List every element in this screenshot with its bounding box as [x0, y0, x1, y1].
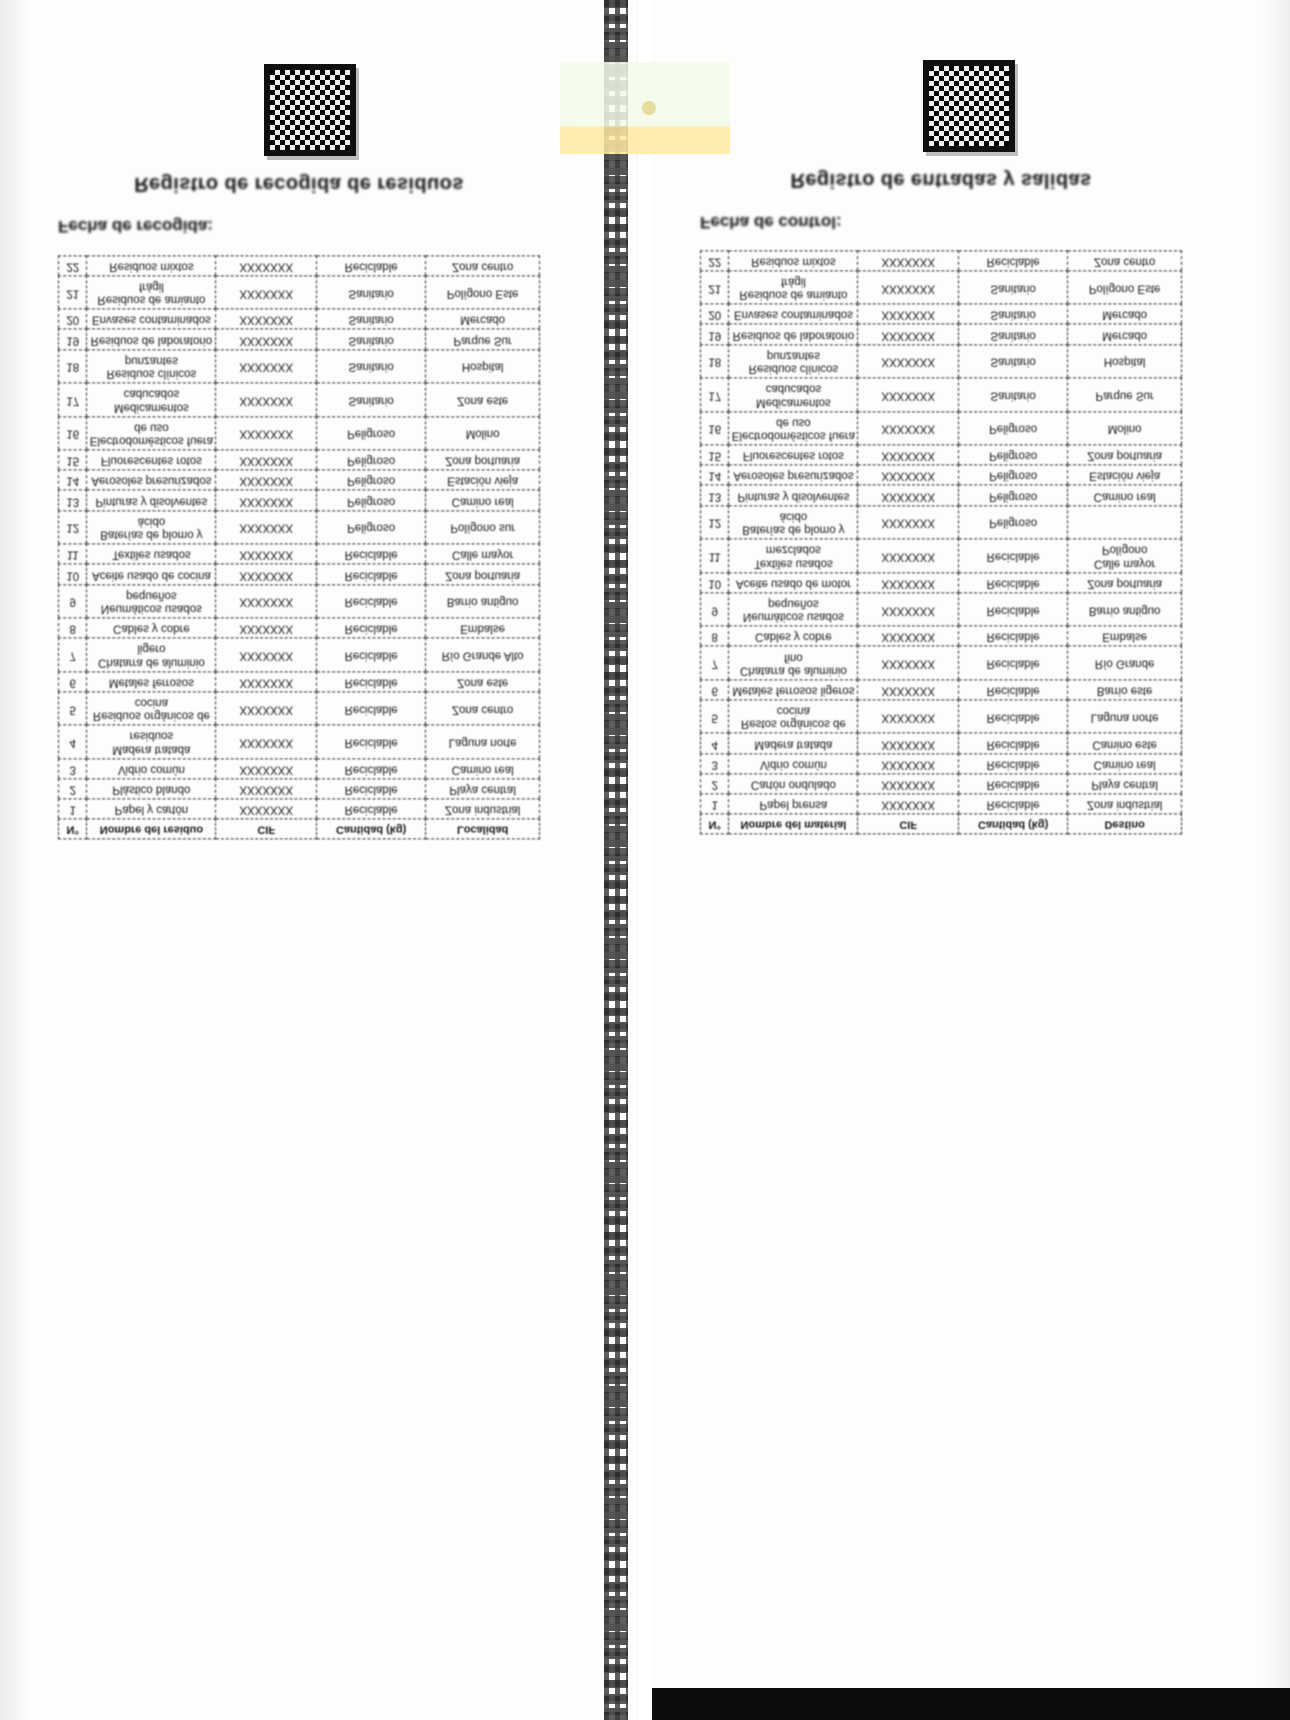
table-row [701, 324, 1182, 344]
table-cell: XXXXXXX [858, 539, 959, 572]
table-header-row [701, 814, 1182, 834]
table-cell: Peligroso [316, 511, 425, 544]
table-cell: Camino real [1068, 754, 1182, 774]
table-cell: 20 [59, 309, 87, 329]
table-cell: Neumáticos usados pequeños [729, 593, 858, 626]
column-header: N° [701, 814, 729, 834]
table-cell: Reciclable [316, 672, 425, 692]
table-cell: 9 [59, 584, 87, 617]
binding-perforation-dots [604, 0, 628, 1720]
table-cell: XXXXXXX [216, 779, 317, 799]
table-cell: Reciclable [958, 539, 1067, 572]
table-cell: Neumáticos usados pequeños [87, 584, 216, 617]
table-cell: XXXXXXX [216, 672, 317, 692]
table-cell: Cartón ondulado [729, 774, 858, 794]
table-cell: XXXXXXX [216, 692, 317, 725]
table-cell: Envases contaminados [729, 304, 858, 324]
table-row [701, 304, 1182, 324]
table-row [59, 256, 540, 276]
table-cell: XXXXXXX [858, 794, 959, 814]
table-row [59, 276, 540, 309]
table-cell: Zona este [426, 672, 540, 692]
table-cell: Residuos clínicos punzantes [729, 345, 858, 378]
table-cell: Zona portuaria [426, 450, 540, 470]
table-cell: Laguna norte [426, 725, 540, 758]
table-cell: Electrodomésticos fuera de uso [87, 416, 216, 449]
table-cell: Peligroso [958, 506, 1067, 539]
table-cell: XXXXXXX [858, 700, 959, 733]
page-title: Registro de entradas y salidas [790, 169, 1092, 191]
table-cell: Camino real [426, 490, 540, 510]
table-cell: XXXXXXX [216, 618, 317, 638]
waste-table-right [700, 250, 1182, 834]
table-cell: XXXXXXX [858, 324, 959, 344]
table-cell: Reciclable [958, 794, 1067, 814]
table-cell: Peligroso [316, 490, 425, 510]
table-cell: Polígono sur [426, 511, 540, 544]
table-cell: Residuos mixtos [729, 251, 858, 271]
table-row [59, 511, 540, 544]
table-cell: Playa central [426, 779, 540, 799]
table-cell: XXXXXXX [858, 378, 959, 411]
table-cell: 11 [701, 539, 729, 572]
table-cell: XXXXXXX [216, 638, 317, 671]
table-cell: Reciclable [958, 733, 1067, 753]
column-header: Cantidad (kg) [316, 819, 425, 839]
table-cell: Sanitario [316, 329, 425, 349]
table-cell: Cables y cobre [87, 618, 216, 638]
table-row [701, 774, 1182, 794]
scanner-bottom-bar [652, 1688, 1290, 1720]
table-cell: Parque Sur [426, 329, 540, 349]
table-cell: Aerosoles presurizados [87, 470, 216, 490]
table-row [59, 584, 540, 617]
table-cell: Pinturas y disolventes [729, 485, 858, 505]
table-row [701, 485, 1182, 505]
table-cell: 16 [59, 416, 87, 449]
table-cell: Baterías de plomo y ácido [729, 506, 858, 539]
table-header-row [59, 819, 540, 839]
table-cell: 19 [701, 324, 729, 344]
table-cell: Mercado [1068, 304, 1182, 324]
table-cell: Restos orgánicos de cocina [729, 700, 858, 733]
table-cell: Sanitario [316, 309, 425, 329]
table-cell: Peligroso [316, 470, 425, 490]
table-cell: 4 [59, 725, 87, 758]
table-cell: 14 [701, 465, 729, 485]
table-cell: 8 [59, 618, 87, 638]
table-cell: 16 [701, 411, 729, 444]
table-cell: XXXXXXX [858, 774, 959, 794]
table-cell: 12 [59, 511, 87, 544]
table-row [701, 700, 1182, 733]
table-cell: XXXXXXX [858, 506, 959, 539]
table-cell: Peligroso [958, 485, 1067, 505]
table-cell: Textiles usados mezclados [729, 539, 858, 572]
table-row [59, 779, 540, 799]
table-row [701, 539, 1182, 572]
table-cell: Residuos de laboratorio [87, 329, 216, 349]
table-cell: Reciclable [958, 251, 1067, 271]
table-cell: 4 [701, 733, 729, 753]
table-cell: Mercado [426, 309, 540, 329]
table-cell: XXXXXXX [216, 584, 317, 617]
table-cell: Baterías de plomo y ácido [87, 511, 216, 544]
table-cell: Reciclable [958, 700, 1067, 733]
table-cell: Calle mayor [426, 544, 540, 564]
column-header: N° [59, 819, 87, 839]
table-cell: 17 [701, 378, 729, 411]
table-cell: Reciclable [316, 564, 425, 584]
table-cell: 6 [701, 680, 729, 700]
column-header: Nombre del residuo [87, 819, 216, 839]
qr-code-icon [264, 64, 356, 156]
column-header: CIF [858, 814, 959, 834]
table-cell: 12 [701, 506, 729, 539]
table-row [59, 692, 540, 725]
table-cell: Polígono Este [426, 276, 540, 309]
table-cell: Reciclable [316, 584, 425, 617]
table-cell: Parque Sur [1068, 378, 1182, 411]
table-row [701, 680, 1182, 700]
column-header: CIF [216, 819, 317, 839]
table-cell: Reciclable [958, 626, 1067, 646]
table-cell: 13 [59, 490, 87, 510]
table-cell: Plástico blando [87, 779, 216, 799]
table-cell: Vidrio común [87, 759, 216, 779]
table-cell: Electrodomésticos fuera de uso [729, 411, 858, 444]
table-row [701, 445, 1182, 465]
table-row [59, 309, 540, 329]
table-cell: XXXXXXX [216, 490, 317, 510]
table-cell: Chatarra de aluminio fino [729, 646, 858, 679]
table-cell: Textiles usados [87, 544, 216, 564]
table-cell: XXXXXXX [858, 304, 959, 324]
table-body-right [701, 251, 1182, 815]
table-row [701, 733, 1182, 753]
table-cell: Residuos orgánicos de cocina [87, 692, 216, 725]
table-cell: XXXXXXX [216, 276, 317, 309]
table-cell: 9 [701, 593, 729, 626]
table-row [701, 754, 1182, 774]
table-cell: Sanitario [958, 271, 1067, 304]
table-cell: 15 [701, 445, 729, 465]
table-cell: Papel y cartón [87, 799, 216, 819]
table-cell: Polígono Este [1068, 271, 1182, 304]
table-row [59, 725, 540, 758]
table-cell: Reciclable [316, 618, 425, 638]
table-cell: 5 [701, 700, 729, 733]
table-cell: Zona centro [426, 256, 540, 276]
table-cell: 1 [701, 794, 729, 814]
table-cell: Chatarra de aluminio ligero [87, 638, 216, 671]
table-cell: 18 [701, 345, 729, 378]
table-row [59, 544, 540, 564]
table-cell: 6 [59, 672, 87, 692]
table-cell: Peligroso [958, 465, 1067, 485]
table-row [59, 350, 540, 383]
table-cell: Camino este [1068, 733, 1182, 753]
table-cell: Fluorescentes rotos [729, 445, 858, 465]
table-cell: Camino real [1068, 485, 1182, 505]
table-cell: XXXXXXX [216, 416, 317, 449]
table-cell: XXXXXXX [216, 450, 317, 470]
table-cell: Aceite usado de cocina [87, 564, 216, 584]
table-cell: XXXXXXX [216, 329, 317, 349]
table-cell: Reciclable [958, 680, 1067, 700]
table-cell: Reciclable [316, 256, 425, 276]
table-row [59, 470, 540, 490]
table-cell: Molino [1068, 411, 1182, 444]
table-row [701, 626, 1182, 646]
table-cell: Zona este [426, 383, 540, 416]
table-row [59, 329, 540, 349]
table-cell: Sanitario [316, 276, 425, 309]
qr-code-icon [923, 60, 1015, 152]
table-cell: XXXXXXX [858, 680, 959, 700]
table-cell: XXXXXXX [858, 271, 959, 304]
page-subtitle: Fecha de recogida: [58, 217, 213, 236]
column-header: Localidad [426, 819, 540, 839]
table-cell: Estación vieja [1068, 465, 1182, 485]
table-cell: XXXXXXX [216, 544, 317, 564]
table-cell: Sanitario [958, 324, 1067, 344]
table-cell: XXXXXXX [858, 754, 959, 774]
table-cell: Embalse [1068, 626, 1182, 646]
column-header: Cantidad (kg) [958, 814, 1067, 834]
waste-table-left [58, 255, 540, 839]
page-subtitle: Fecha de control: [700, 213, 842, 232]
table-cell: XXXXXXX [216, 256, 317, 276]
table-cell: Madera tratada [729, 733, 858, 753]
table-cell: Mercado [1068, 324, 1182, 344]
table-cell: 17 [59, 383, 87, 416]
table-cell: Barrio este [1068, 680, 1182, 700]
table-cell: 2 [59, 779, 87, 799]
table-cell: Barrio antiguo [426, 584, 540, 617]
table-cell: Reciclable [958, 754, 1067, 774]
table-row [701, 378, 1182, 411]
table-cell: Barrio antiguo [1068, 593, 1182, 626]
table-cell: Reciclable [316, 759, 425, 779]
table-cell: Aerosoles presurizados [729, 465, 858, 485]
table-cell: Reciclable [316, 725, 425, 758]
table-cell: Sanitario [958, 304, 1067, 324]
table-cell: Peligroso [316, 416, 425, 449]
table-row [59, 638, 540, 671]
table-cell: XXXXXXX [216, 383, 317, 416]
table-cell: Reciclable [958, 572, 1067, 592]
table-cell: 8 [701, 626, 729, 646]
table-cell: Reciclable [316, 799, 425, 819]
table-cell: Medicamentos caducados [87, 383, 216, 416]
page-edge-shadow-left [0, 0, 30, 1720]
table-cell: 3 [59, 759, 87, 779]
table-cell: Calle mayor Polígono [1068, 539, 1182, 572]
table-cell: Playa central [1068, 774, 1182, 794]
table-cell: Reciclable [958, 646, 1067, 679]
table-cell: XXXXXXX [858, 485, 959, 505]
table-cell [1068, 506, 1182, 539]
table-row [701, 465, 1182, 485]
table-cell: Peligroso [316, 450, 425, 470]
table-cell: 21 [701, 271, 729, 304]
table-cell: Río Grande [1068, 646, 1182, 679]
table-cell: 15 [59, 450, 87, 470]
table-cell: XXXXXXX [858, 465, 959, 485]
table-cell: XXXXXXX [858, 445, 959, 465]
table-cell: Reciclable [316, 544, 425, 564]
table-row [701, 251, 1182, 271]
table-cell: Zona industrial [426, 799, 540, 819]
table-cell: 19 [59, 329, 87, 349]
table-cell: 18 [59, 350, 87, 383]
table-cell: 14 [59, 470, 87, 490]
table-cell: Zona centro [426, 692, 540, 725]
table-row [701, 794, 1182, 814]
table-cell: XXXXXXX [858, 572, 959, 592]
table-cell: Sanitario [958, 345, 1067, 378]
table-cell: Metales ferrosos [87, 672, 216, 692]
table-row [701, 345, 1182, 378]
column-header: Nombre del material [729, 814, 858, 834]
table-cell: 21 [59, 276, 87, 309]
table-cell: 3 [701, 754, 729, 774]
table-cell: 20 [701, 304, 729, 324]
table-cell: Papel prensa [729, 794, 858, 814]
table-cell: Zona industrial [1068, 794, 1182, 814]
table-cell: XXXXXXX [216, 759, 317, 779]
table-cell: Medicamentos caducados [729, 378, 858, 411]
table-cell: Residuos clínicos punzantes [87, 350, 216, 383]
highlighter-mark [560, 62, 730, 154]
table-cell: 5 [59, 692, 87, 725]
table-row [59, 618, 540, 638]
table-cell: Camino real [426, 759, 540, 779]
table-cell: Madera tratada residuos [87, 725, 216, 758]
table-cell: Molino [426, 416, 540, 449]
table-cell: XXXXXXX [858, 646, 959, 679]
table-cell: 7 [701, 646, 729, 679]
table-cell: Laguna norte [1068, 700, 1182, 733]
table-row [701, 411, 1182, 444]
table-row [59, 490, 540, 510]
table-cell: Reciclable [958, 774, 1067, 794]
table-cell: XXXXXXX [216, 564, 317, 584]
table-cell: Residuos de amianto frágil [729, 271, 858, 304]
table-cell: 22 [701, 251, 729, 271]
table-cell: Zona centro [1068, 251, 1182, 271]
table-cell: Reciclable [316, 779, 425, 799]
table-cell: Sanitario [316, 350, 425, 383]
table-row [59, 564, 540, 584]
ink-blot [642, 101, 656, 115]
table-cell: 13 [701, 485, 729, 505]
table-cell: XXXXXXX [216, 725, 317, 758]
table-cell: Zona portuaria [1068, 572, 1182, 592]
table-cell: Peligroso [958, 445, 1067, 465]
page-edge-shadow-right [1260, 0, 1290, 1720]
table-cell: Río Grande Alto [426, 638, 540, 671]
table-cell: Reciclable [316, 638, 425, 671]
table-cell: 22 [59, 256, 87, 276]
table-cell: XXXXXXX [858, 345, 959, 378]
table-body-left [59, 256, 540, 820]
table-cell: XXXXXXX [858, 593, 959, 626]
table-cell: XXXXXXX [216, 350, 317, 383]
table-row [59, 383, 540, 416]
column-header: Destino [1068, 814, 1182, 834]
table-cell: Peligroso [958, 411, 1067, 444]
table-cell: Fluorescentes rotos [87, 450, 216, 470]
table-cell: XXXXXXX [216, 470, 317, 490]
table-cell: Zona portuaria [1068, 445, 1182, 465]
table-cell: Sanitario [316, 383, 425, 416]
table-cell: XXXXXXX [858, 251, 959, 271]
table-cell: XXXXXXX [858, 411, 959, 444]
table-cell: 7 [59, 638, 87, 671]
binding-strip [576, 0, 652, 1720]
table-cell: XXXXXXX [216, 511, 317, 544]
table-row [701, 506, 1182, 539]
table-cell: 10 [59, 564, 87, 584]
page-title: Registro de recogida de residuos [134, 173, 464, 195]
table-cell: 1 [59, 799, 87, 819]
table-cell: 11 [59, 544, 87, 564]
table-cell: Pinturas y disolventes [87, 490, 216, 510]
table-row [701, 271, 1182, 304]
table-cell: 2 [701, 774, 729, 794]
table-cell: Envases contaminados [87, 309, 216, 329]
table-cell: Vidrio común [729, 754, 858, 774]
table-cell: Zona portuaria [426, 564, 540, 584]
table-row [59, 759, 540, 779]
table-row [701, 593, 1182, 626]
table-cell: Residuos de amianto frágil [87, 276, 216, 309]
table-row [701, 572, 1182, 592]
table-row [59, 799, 540, 819]
table-cell: Residuos de laboratorio [729, 324, 858, 344]
table-cell: Hospital [426, 350, 540, 383]
table-row [59, 672, 540, 692]
table-cell: Residuos mixtos [87, 256, 216, 276]
table-cell: Sanitario [958, 378, 1067, 411]
table-cell: Aceite usado de motor [729, 572, 858, 592]
table-cell: Metales ferrosos ligeros [729, 680, 858, 700]
table-cell: XXXXXXX [216, 799, 317, 819]
table-row [59, 416, 540, 449]
table-cell: Embalse [426, 618, 540, 638]
table-cell: XXXXXXX [858, 626, 959, 646]
table-row [59, 450, 540, 470]
table-cell: Hospital [1068, 345, 1182, 378]
table-cell: 10 [701, 572, 729, 592]
table-cell: XXXXXXX [858, 733, 959, 753]
table-cell: Reciclable [958, 593, 1067, 626]
table-cell: Estación vieja [426, 470, 540, 490]
table-cell: XXXXXXX [216, 309, 317, 329]
table-cell: Cables y cobre [729, 626, 858, 646]
table-cell: Reciclable [316, 692, 425, 725]
table-row [701, 646, 1182, 679]
